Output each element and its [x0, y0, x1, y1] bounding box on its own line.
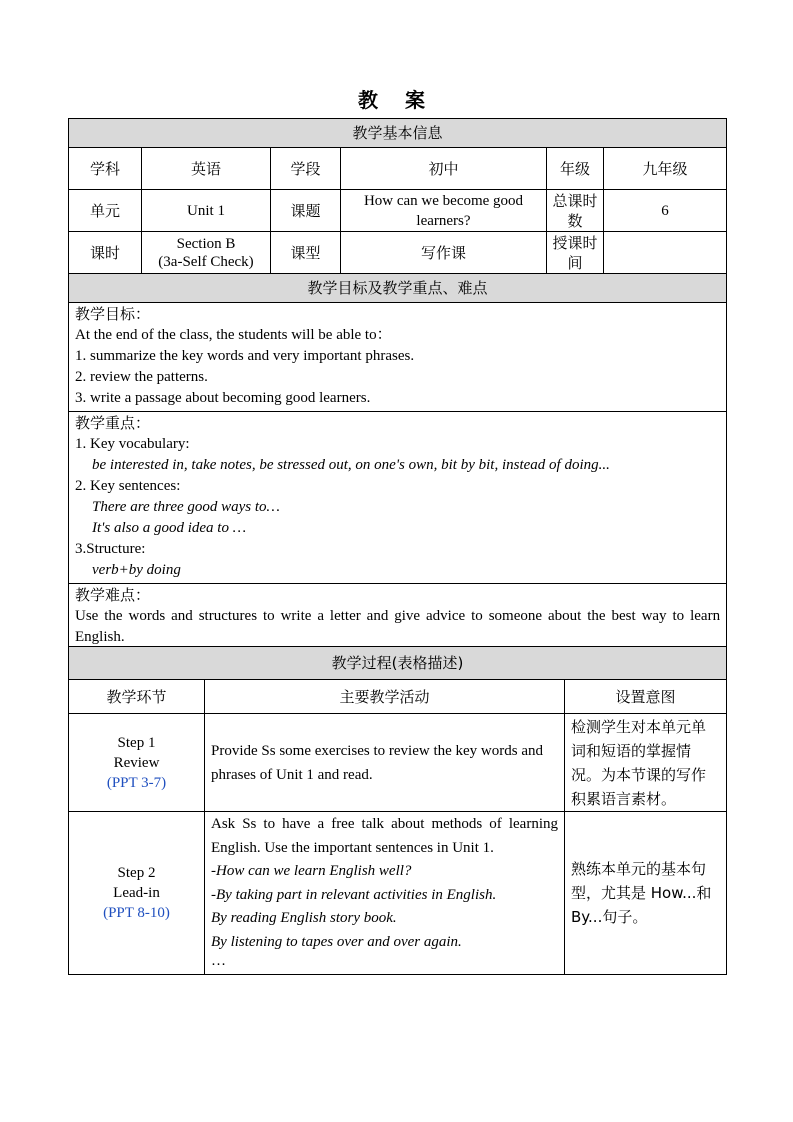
step-1-intent: 检测学生对本单元单词和短语的掌握情况。为本节课的写作积累语言素材。	[565, 714, 727, 812]
step-1-activity: Provide Ss some exercises to review the key words and phrases of Unit 1 and read.	[205, 714, 565, 812]
label-stage: 学段	[271, 148, 341, 190]
process-table	[68, 646, 727, 975]
label-period: 课时	[69, 232, 142, 274]
difficulty-label: 教学难点：	[75, 586, 151, 604]
objective-line-2: 2. review the patterns.	[75, 369, 208, 385]
document-title: 教 案	[358, 88, 435, 112]
step-1-sub: Review	[113, 754, 160, 771]
label-teaching-time: 授课时间	[547, 232, 604, 274]
basic-info-table	[68, 118, 727, 651]
value-unit: Unit 1	[142, 190, 271, 232]
label-subject: 学科	[69, 148, 142, 190]
difficulty-text: Use the words and structures to write a letter and give advice to someone about the best way to learn English.	[75, 608, 721, 645]
key-sentence-1: There are three good ways to…	[92, 499, 280, 515]
step-2-activity-answer-3: By listening to tapes over and over again.	[211, 933, 462, 950]
step-2-cell	[69, 812, 205, 975]
step-2-activity-answer-1: -By taking part in relevant activities in English.	[211, 886, 497, 903]
label-grade: 年级	[547, 148, 604, 190]
step-2-activity-question: -How can we learn English well?	[211, 863, 412, 879]
objective-line-3: 3. write a passage about becoming good learners.	[75, 390, 371, 406]
value-lesson-type: 写作课	[341, 232, 547, 274]
structure: verb+by doing	[92, 562, 181, 578]
value-stage: 初中	[341, 148, 547, 190]
period-line-1: Section B	[176, 235, 236, 252]
value-total-hours: 6	[604, 190, 727, 232]
step-2-activity-intro: Ask Ss to have a free talk about methods of learning English. Use the important sentences in Unit 1.	[211, 816, 558, 856]
key-points-section	[69, 412, 727, 584]
label-topic: 课题	[271, 190, 341, 232]
value-grade: 九年级	[604, 148, 727, 190]
basic-info-header: 教学基本信息	[69, 119, 727, 148]
key-vocab-label: 1. Key vocabulary:	[75, 436, 190, 452]
key-sentence-2: It's also a good idea to …	[92, 520, 247, 536]
step-2-ppt: (PPT 8-10)	[103, 905, 170, 921]
step-2-activity	[205, 812, 565, 975]
step-1-cell	[69, 714, 205, 812]
step-2-activity-answer-2: By reading English story book.	[211, 910, 397, 926]
objectives-section	[69, 303, 727, 412]
goals-header: 教学目标及教学重点、难点	[69, 274, 727, 303]
value-teaching-time	[604, 232, 727, 274]
period-line-2: (3a-Self Check)	[158, 253, 254, 270]
objective-line-1: 1. summarize the key words and very important phrases.	[75, 348, 415, 364]
label-unit: 单元	[69, 190, 142, 232]
objectives-label: 教学目标：	[75, 305, 151, 323]
key-points-label: 教学重点：	[75, 414, 151, 432]
step-2-sub: Lead-in	[113, 885, 160, 901]
col-header-intent: 设置意图	[565, 680, 727, 714]
structure-label: 3.Structure:	[75, 541, 146, 557]
label-total-hours: 总课时数	[547, 190, 604, 232]
step-2-name: Step 2	[117, 865, 156, 881]
value-subject: 英语	[142, 148, 271, 190]
col-header-stage: 教学环节	[69, 680, 205, 714]
key-sentences-label: 2. Key sentences:	[75, 478, 181, 494]
value-topic: How can we become good learners?	[341, 190, 547, 232]
value-period	[142, 232, 271, 274]
label-lesson-type: 课型	[271, 232, 341, 274]
process-header: 教学过程(表格描述)	[69, 647, 727, 680]
step-1-name: Step 1	[117, 734, 156, 751]
objective-line-0: At the end of the class, the students will be able to：	[75, 327, 392, 343]
difficulty-section	[69, 584, 727, 651]
step-2-intent: 熟练本单元的基本句型，尤其是 How...和 By...句子。	[565, 812, 727, 975]
col-header-activity: 主要教学活动	[205, 680, 565, 714]
key-vocab: be interested in, take notes, be stressed out, on one's own, bit by bit, instead of doing...	[92, 457, 610, 473]
step-1-ppt: (PPT 3-7)	[106, 774, 167, 791]
step-2-activity-more: …	[211, 953, 226, 969]
